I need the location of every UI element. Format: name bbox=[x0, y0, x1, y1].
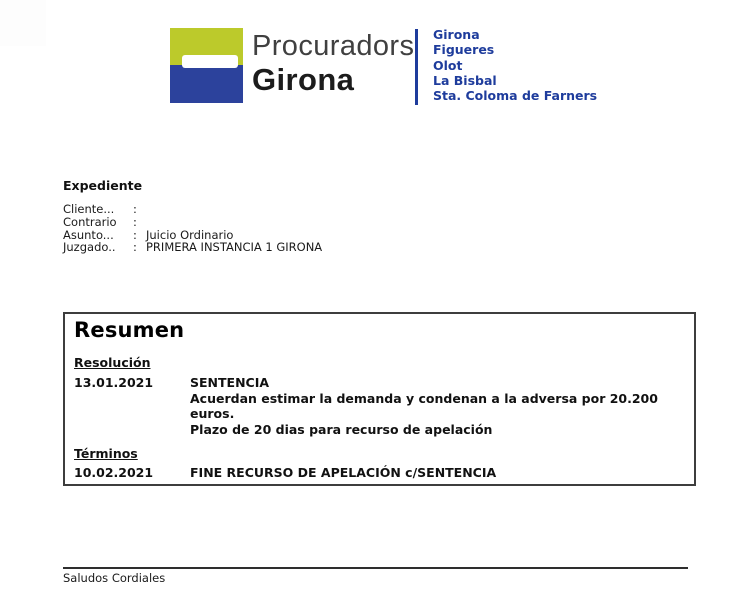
entry-date: 10.02.2021 bbox=[74, 465, 154, 480]
entry-date: 13.01.2021 bbox=[74, 375, 154, 390]
field-value: Juicio Ordinario bbox=[146, 227, 234, 242]
corner-artifact bbox=[0, 0, 46, 46]
entry-line: SENTENCIA bbox=[190, 375, 270, 390]
section-heading-terminos: Términos bbox=[74, 446, 138, 461]
expediente-fields bbox=[63, 203, 322, 254]
field-label: Contrario bbox=[63, 214, 117, 229]
wordmark-line2: Girona bbox=[252, 62, 355, 97]
city-item: La Bisbal bbox=[433, 72, 497, 88]
entry-line: FINE RECURSO DE APELACIÓN c/SENTENCIA bbox=[190, 465, 497, 480]
entry-text bbox=[190, 375, 694, 437]
logo-wordmark bbox=[252, 30, 414, 96]
closing-text: Saludos Cordiales bbox=[63, 571, 166, 585]
field-label: Asunto... bbox=[63, 227, 114, 242]
city-item: Figueres bbox=[433, 42, 495, 58]
field-label: Juzgado.. bbox=[63, 240, 116, 255]
field-separator: : bbox=[133, 240, 137, 255]
field-separator: : bbox=[133, 227, 137, 242]
footer-divider bbox=[63, 567, 688, 569]
office-city-list bbox=[433, 27, 597, 103]
logo-white-bar bbox=[182, 55, 238, 68]
resumen-entry bbox=[74, 375, 694, 437]
resumen-box bbox=[63, 312, 696, 486]
city-item: Olot bbox=[433, 57, 463, 73]
city-item: Girona bbox=[433, 27, 480, 42]
entry-line: Plazo de 20 dias para recurso de apelación bbox=[190, 421, 493, 437]
logo-bottom-half bbox=[170, 65, 243, 103]
logo-icon bbox=[170, 28, 243, 103]
section-heading-resolucion: Resolución bbox=[74, 355, 151, 370]
expediente-row bbox=[63, 216, 322, 229]
expediente-row bbox=[63, 203, 322, 216]
entry-text bbox=[190, 465, 694, 481]
entry-line: Acuerdan estimar la demanda y condenan a la adversa por 20.200 euros. bbox=[190, 390, 658, 421]
city-item: Sta. Coloma de Farners bbox=[433, 88, 598, 104]
field-value: PRIMERA INSTANCIA 1 GIRONA bbox=[146, 240, 323, 255]
resumen-entry bbox=[74, 465, 694, 481]
field-separator: : bbox=[133, 202, 137, 216]
resumen-title: Resumen bbox=[74, 318, 185, 342]
field-label: Cliente... bbox=[63, 202, 115, 216]
wordmark-line1: Procuradors bbox=[252, 30, 415, 62]
header-divider bbox=[415, 29, 418, 105]
expediente-title: Expediente bbox=[63, 178, 143, 193]
field-separator: : bbox=[133, 214, 137, 229]
expediente-row bbox=[63, 241, 322, 254]
